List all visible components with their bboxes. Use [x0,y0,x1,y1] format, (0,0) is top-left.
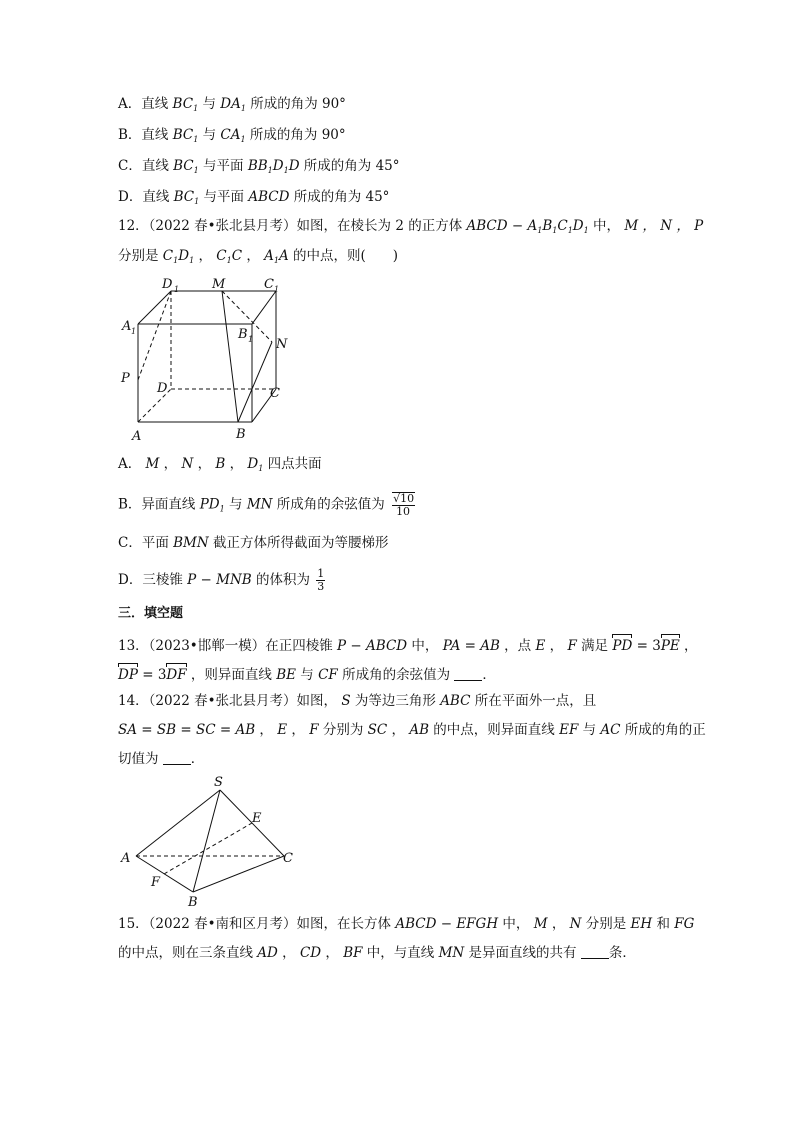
label-a1: A [122,319,132,334]
q12-stem-line1: 12．（2022 春•张北县月考）如图，在棱长为 2 的正方体 ABCD − $A_1B_1C_1D_1$ 中， M ， N ， P [118,218,704,235]
q15-line1: 15．（2022 春•南和区月考）如图，在长方体 ABCD − EFGH 中， M ， N 分别是 EH 和 FG [118,916,695,932]
label-p: P [121,371,130,386]
q14-line1: 14．（2022 春•张北县月考）如图， S 为等边三角形 ABC 所在平面外一点，且 [118,693,597,709]
q13-line1: 13．（2023•邯郸一模）在正四棱锥 P − ABCD 中， PA = AB ，点 E ， F 满足 PD = 3PE ， [118,638,698,654]
q13-line2: DP = 3DF ，则异面直线 BE 与 CF 所成角的余弦值为 ． [118,667,496,683]
q11-option-b: B．直线 $BC_1$ 与 $CA_1$ 所成的角为 90° [118,127,346,144]
q14-line2: SA = SB = SC = AB ， E ， F 分别为 SC ， AB 的中点，则异面直线 EF 与 AC 所成的角的正 [118,722,706,738]
q12-option-a: A． M ， N ， B ， $D_1$ 四点共面 [118,456,322,473]
label-b: B [188,895,198,910]
q15-answer-blank[interactable] [581,944,609,959]
label-s: S [214,775,223,790]
q12-stem-line2: 分别是 $C_1D_1$ ， $C_1C$ ， $A_1A$ 的中点，则( ) [118,248,399,265]
label-b: B [236,427,246,442]
label-c: C [270,386,280,401]
label-c: C [283,851,293,866]
label-a: A [132,429,142,444]
label-f: F [151,875,161,890]
q11-option-d: D．直线 $BC_1$ 与平面 ABCD 所成的角为 45° [118,189,390,206]
q12-option-b: B．异面直线 $PD_1$ 与 MN 所成角的余弦值为 $\frac{√10}{10}$ [118,492,415,518]
svg-text:1: 1 [131,327,137,336]
label-c1: C [264,277,274,292]
svg-text:1: 1 [248,335,254,344]
label-b1: B [238,327,248,342]
q11-option-c: C．直线 $BC_1$ 与平面 $BB_1D_1D$ 所成的角为 45° [118,158,400,175]
label-n: N [276,337,288,352]
q11-option-a: A．直线 $BC_1$ 与 $DA_1$ 所成的角为 90° [118,96,346,113]
fraction-sqrt10-over-10: $\frac{√10}{10}$ [393,492,415,518]
q15-line2: 的中点，则在三条直线 AD ， CD ， BF 中，与直线 MN 是异面直线的共有 条． [118,945,636,961]
fraction-one-third: $\frac{1}{3}$ [317,567,325,593]
q12-option-d: D．三棱锥 P − MNB 的体积为 $\frac{1}{3}$ [118,567,325,593]
q12-option-c: C．平面 BMN 截正方体所得截面为等腰梯形 [118,535,389,551]
section-heading-fill-in: 三．填空题 [118,606,184,621]
label-d1: D [162,277,173,292]
label-e: E [252,811,262,826]
label-d: D [157,381,168,396]
label-a: A [121,851,131,866]
q14-line3: 切值为 ． [118,751,205,767]
svg-text:1: 1 [174,285,180,294]
label-m: M [212,277,226,292]
svg-text:1: 1 [274,285,280,294]
